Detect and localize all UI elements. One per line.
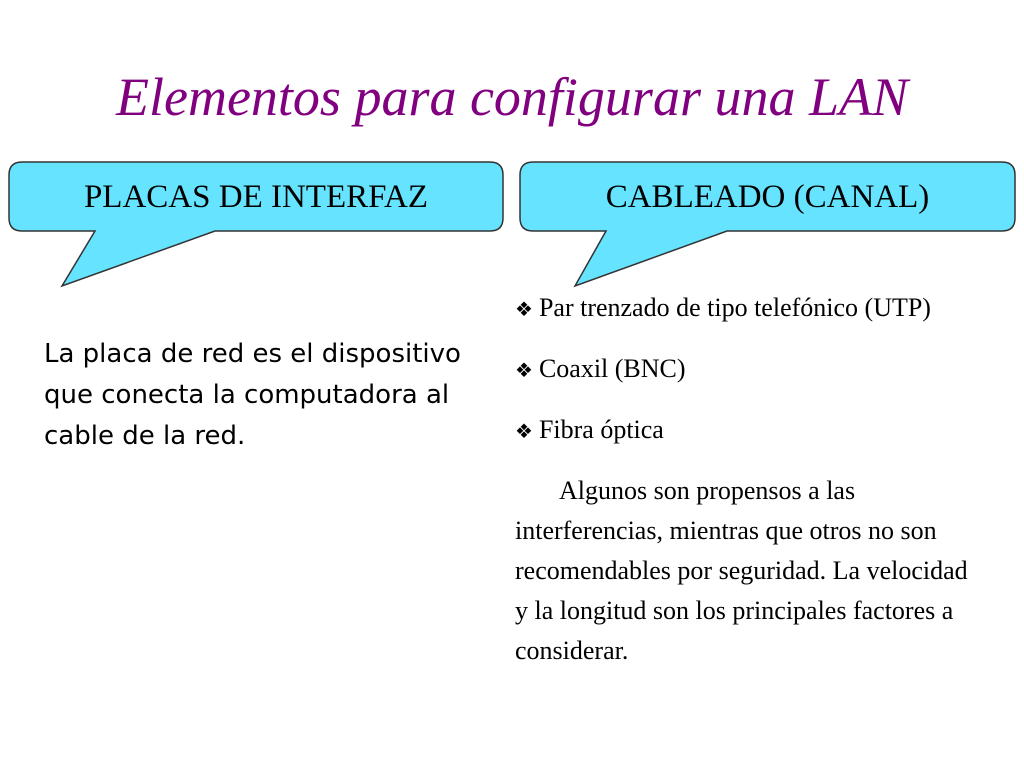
callout-right-label: CABLEADO (CANAL): [605, 179, 930, 215]
cabling-paragraph: Algunos son propensos a las interferencias, mientras que otros no son recomendables por seguridad. La velocidad y la longitud son los principales factores a considerar.: [515, 476, 968, 665]
callout-left-label: PLACAS DE INTERFAZ: [83, 179, 429, 215]
bullet-coax: [515, 349, 985, 390]
bullet-text: Par trenzado de tipo telefónico (UTP): [538, 293, 931, 322]
nic-description: La placa de red es el dispositivo que conecta la computadora al cable de la red.: [44, 339, 461, 451]
slide-title: Elementos para configurar una LAN: [116, 67, 908, 127]
diamond-bullet-icon: ❖: [515, 419, 533, 443]
diamond-bullet-icon: ❖: [515, 358, 533, 382]
diamond-bullet-icon: ❖: [515, 297, 533, 321]
cabling-list: [515, 288, 985, 671]
bullet-utp: [515, 288, 985, 329]
bullet-text: Fibra óptica: [538, 415, 664, 444]
bullet-text: Coaxil (BNC): [538, 354, 686, 383]
bullet-fiber: [515, 410, 985, 451]
